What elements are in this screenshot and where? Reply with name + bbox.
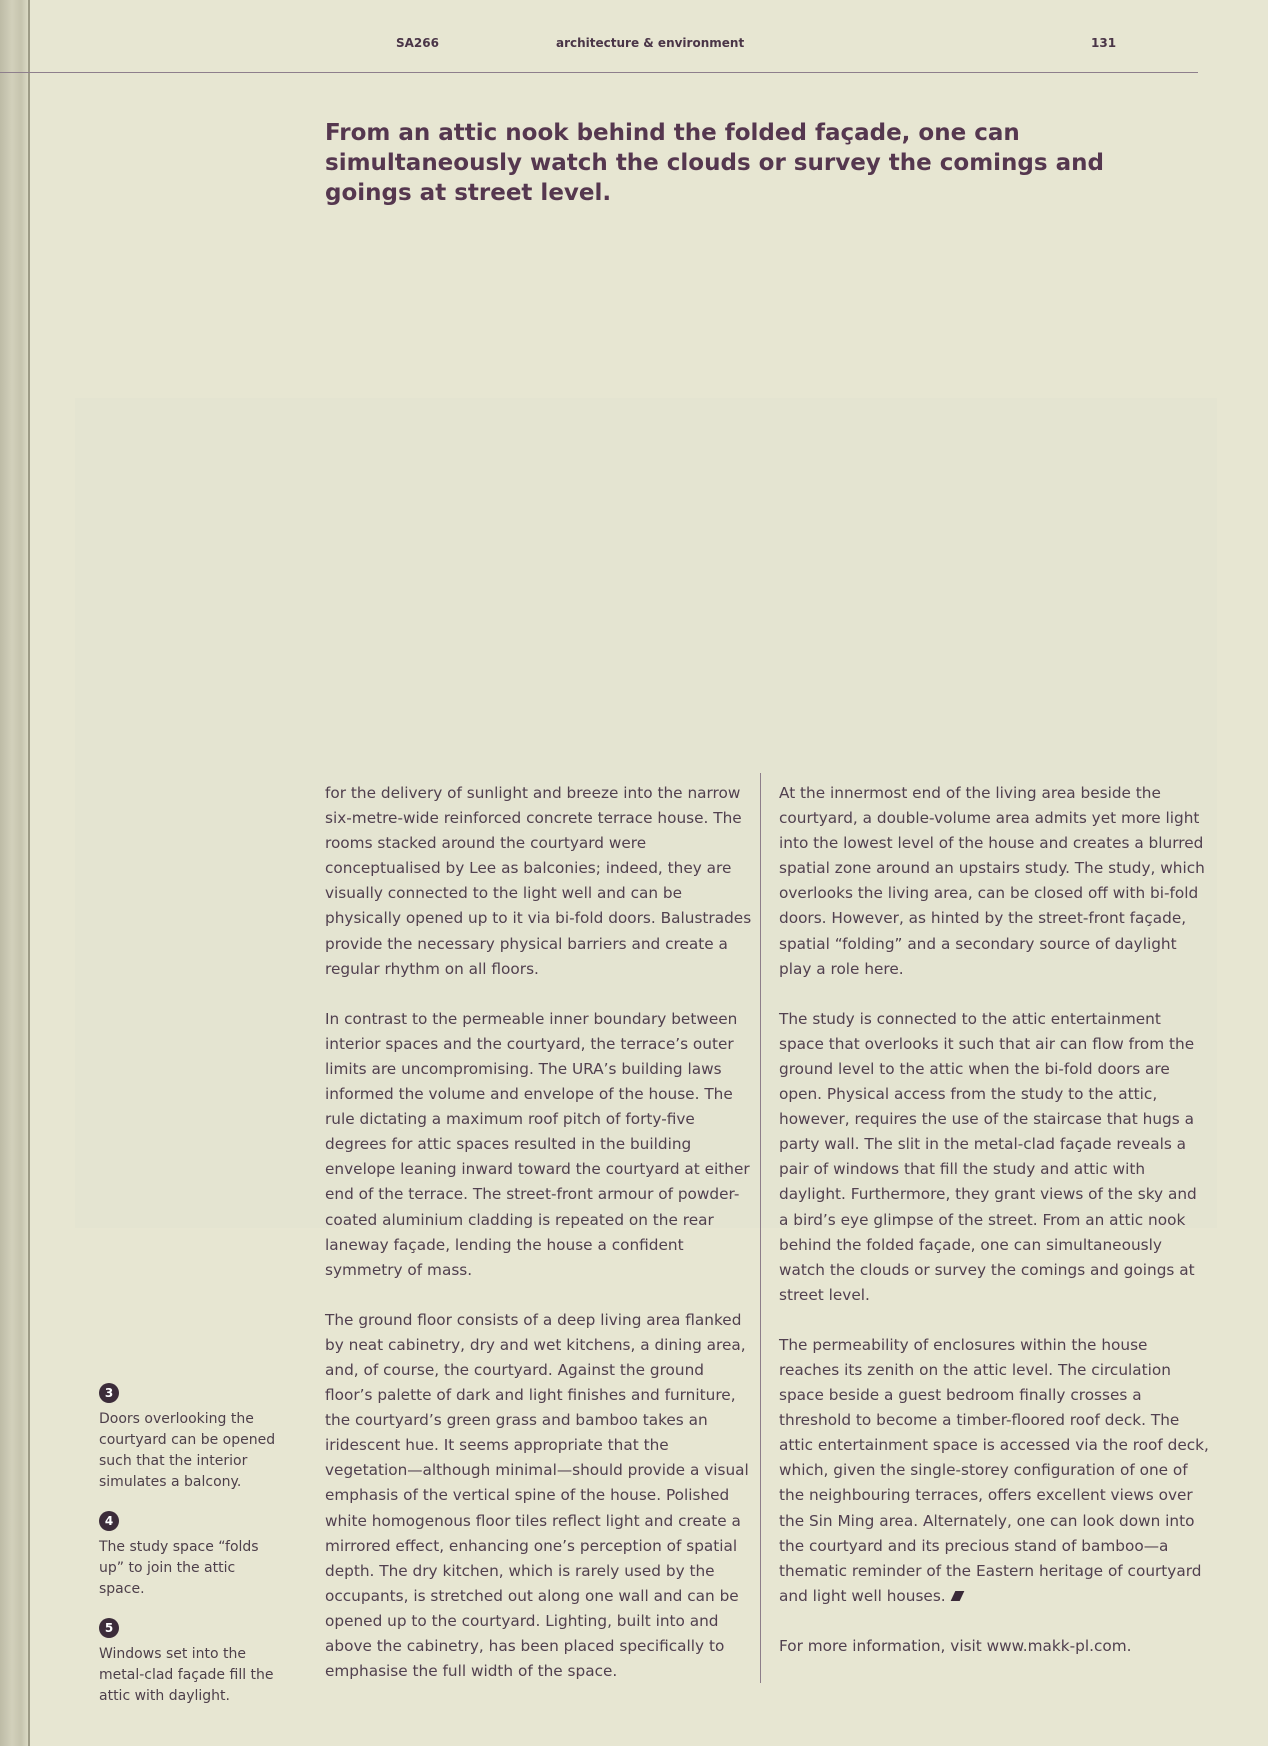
caption-text: Windows set into the metal-clad façade fill the attic with daylight. xyxy=(99,1646,274,1704)
paragraph: for the delivery of sunlight and breeze into the narrow six-metre-wide reinforced concrete terrace house. The rooms stacked around the courtyard were conceptualised by Lee as balconies; indeed, they are visually connected to the light well and can be physically opened up to it via bi-fold doors. Balustrades provide the necessary physical barriers and create a regular rhythm on all floors. xyxy=(325,784,752,978)
body-column-right xyxy=(779,781,1209,1684)
caption-number-badge: 4 xyxy=(99,1511,119,1531)
column-divider xyxy=(760,773,761,1683)
caption-text: The study space “folds up” to join the attic space. xyxy=(99,1539,259,1597)
caption xyxy=(99,1383,279,1493)
paragraph-text: The permeability of enclosures within the house reaches its zenith on the attic level. The circulation space beside a guest bedroom finally crosses a threshold to become a timber-floored roof deck. The attic entertainment space is accessed via the roof deck, which, given the single-storey configuration of one of the neighbouring terraces, offers excellent views over the Sin Ming area. Alternately, one can look down into the courtyard and its precious stand of bamboo—a thematic reminder of the Eastern heritage of courtyard and light well houses. xyxy=(779,1335,1209,1605)
caption xyxy=(99,1511,279,1600)
caption-text: Doors overlooking the courtyard can be opened such that the interior simulates a balcony. xyxy=(99,1411,276,1490)
end-mark-icon xyxy=(950,1591,964,1601)
caption-number-badge: 3 xyxy=(99,1383,119,1403)
body-column-left xyxy=(325,781,755,1709)
paragraph: The study is connected to the attic entertainment space that overlooks it such that air can flow from the ground level to the attic when the bi-fold doors are open. Physical access from the study to the attic, however, requires the use of the staircase that hugs a party wall. The slit in the metal-clad façade reveals a pair of windows that fill the study and attic with daylight. Furthermore, they grant views of the sky and a bird’s eye glimpse of the street. From an attic nook behind the folded façade, one can simultaneously watch the clouds or survey the comings and goings at street level. xyxy=(779,1009,1197,1304)
running-header xyxy=(0,0,1198,73)
page-spine xyxy=(0,0,30,1746)
caption xyxy=(99,1618,279,1707)
paragraph: The ground floor consists of a deep living area flanked by neat cabinetry, dry and wet kitchens, a dining area, and, of course, the courtyard. Against the ground floor’s palette of dark and light finishes and furniture, the courtyard’s green grass and bamboo takes an iridescent hue. It seems appropriate that the vegetation—although minimal—should provide a visual emphasis of the vertical spine of the house. Polished white homogenous floor tiles reflect light and create a mirrored effect, enhancing one’s perception of spatial depth. The dry kitchen, which is rarely used by the occupants, is stretched out along one wall and can be opened up to the courtyard. Lighting, built into and above the cabinetry, has been placed specifically to emphasise the full width of the space. xyxy=(325,1310,749,1681)
issue-number: SA266 xyxy=(396,36,439,50)
caption-number-badge: 5 xyxy=(99,1618,119,1638)
image-captions xyxy=(99,1383,279,1725)
paragraph: In contrast to the permeable inner boundary between interior spaces and the courtyard, the terrace’s outer limits are uncompromising. The URA’s building laws informed the volume and envelope of the house. The rule dictating a maximum roof pitch of forty-five degrees for attic spaces resulted in the building envelope leaning inward toward the courtyard at either end of the terrace. The street-front armour of powder-coated aluminium cladding is repeated on the rear laneway façade, lending the house a confident symmetry of mass. xyxy=(325,1009,750,1279)
pull-quote: From an attic nook behind the folded façade, one can simultaneously watch the clouds or survey the comings and goings at street level. xyxy=(325,120,1104,206)
paragraph: At the innermost end of the living area beside the courtyard, a double-volume area admits yet more light into the lowest level of the house and creates a blurred spatial zone around an upstairs study. The study, which overlooks the living area, can be closed off with bi-fold doors. However, as hinted by the street-front façade, spatial “folding” and a secondary source of daylight play a role here. xyxy=(779,784,1205,978)
more-info: For more information, visit www.makk-pl.com. xyxy=(779,1636,1132,1655)
paragraph-final xyxy=(779,1333,1209,1609)
binding-line xyxy=(28,0,30,1746)
section-title: architecture & environment xyxy=(556,36,745,50)
page-number: 131 xyxy=(1091,36,1117,50)
